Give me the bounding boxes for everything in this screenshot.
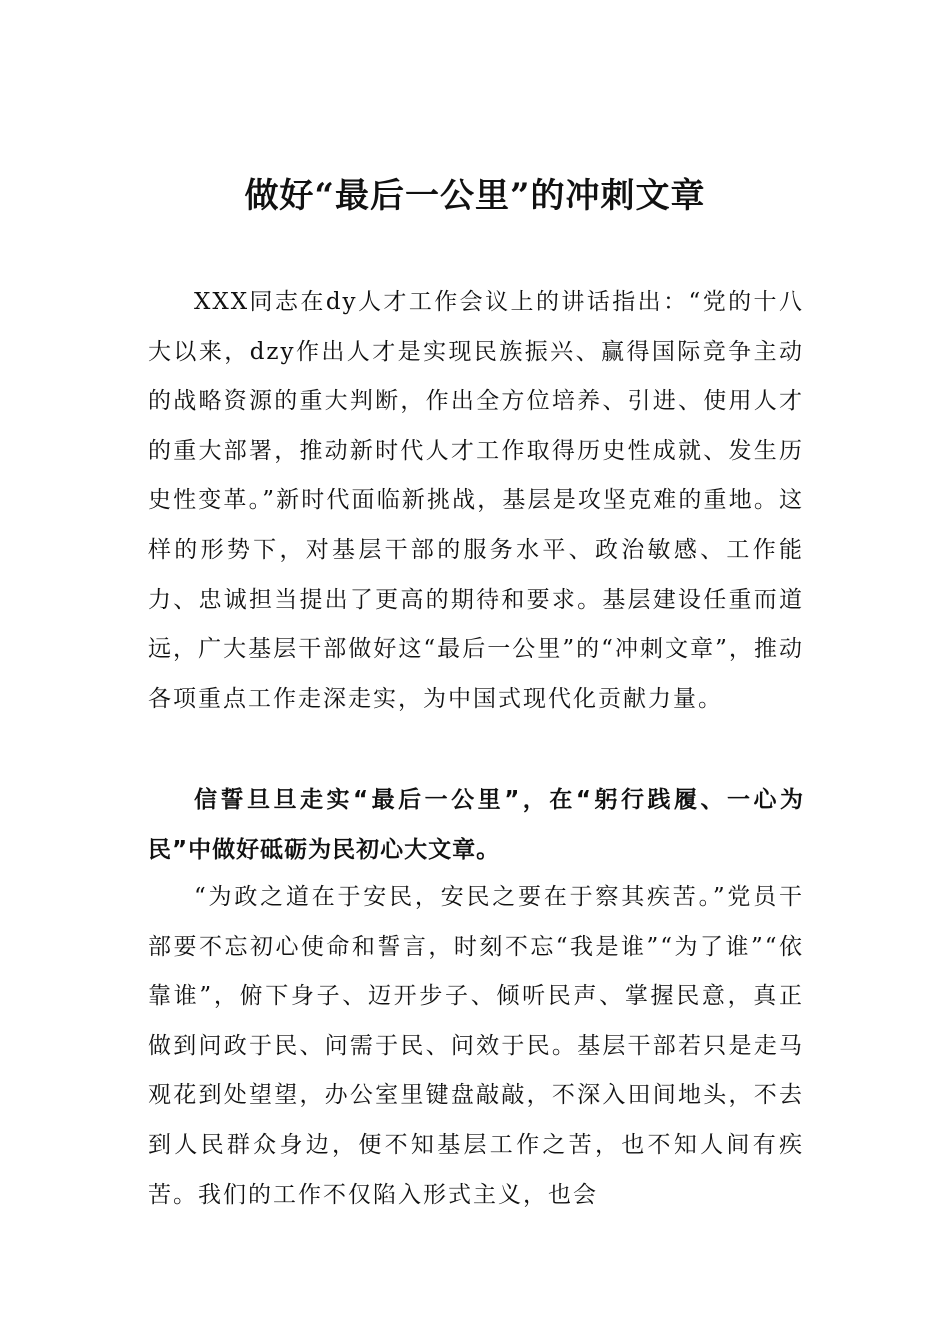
body-paragraph: “为政之道在于安民，安民之要在于察其疾苦。”党员干部要不忘初心使命和誓言，时刻不忘“我是谁”“为了谁”“依靠谁”，俯下身子、迈开步子、倾听民声、掌握民意，真正做到问政于民、问需于民、问效于民。基层干部若只是走马观花到处望望，办公室里键盘敲敲，不深入田间地头，不去到人民群众身边，便不知基层工作之苦，也不知人间有疾苦。我们的工作不仅陷入形式主义，也会	[148, 884, 804, 1208]
document-title: 做好“最后一公里”的冲刺文章	[244, 176, 706, 216]
body-paragraph: XXX同志在dy人才工作会议上的讲话指出：“党的十八大以来，dzy作出人才是实现民族振兴、赢得国际竞争主动的战略资源的重大判断，作出全方位培养、引进、使用人才的重大部署，推动新时代人才工作取得历史性成就、发生历史性变革。”新时代面临新挑战，基层是攻坚克难的重地。这样的形势下，对基层干部的服务水平、政治敏感、工作能力、忠诚担当提出了更高的期待和要求。基层建设任重而道远，广大基层干部做好这“最后一公里”的“冲刺文章”，推动各项重点工作走深走实，为中国式现代化贡献力量。	[148, 289, 804, 712]
section-heading: 信誓旦旦走实“最后一公里”，在“躬行践履、一心为民”中做好砥砺为民初心大文章。	[148, 787, 804, 863]
